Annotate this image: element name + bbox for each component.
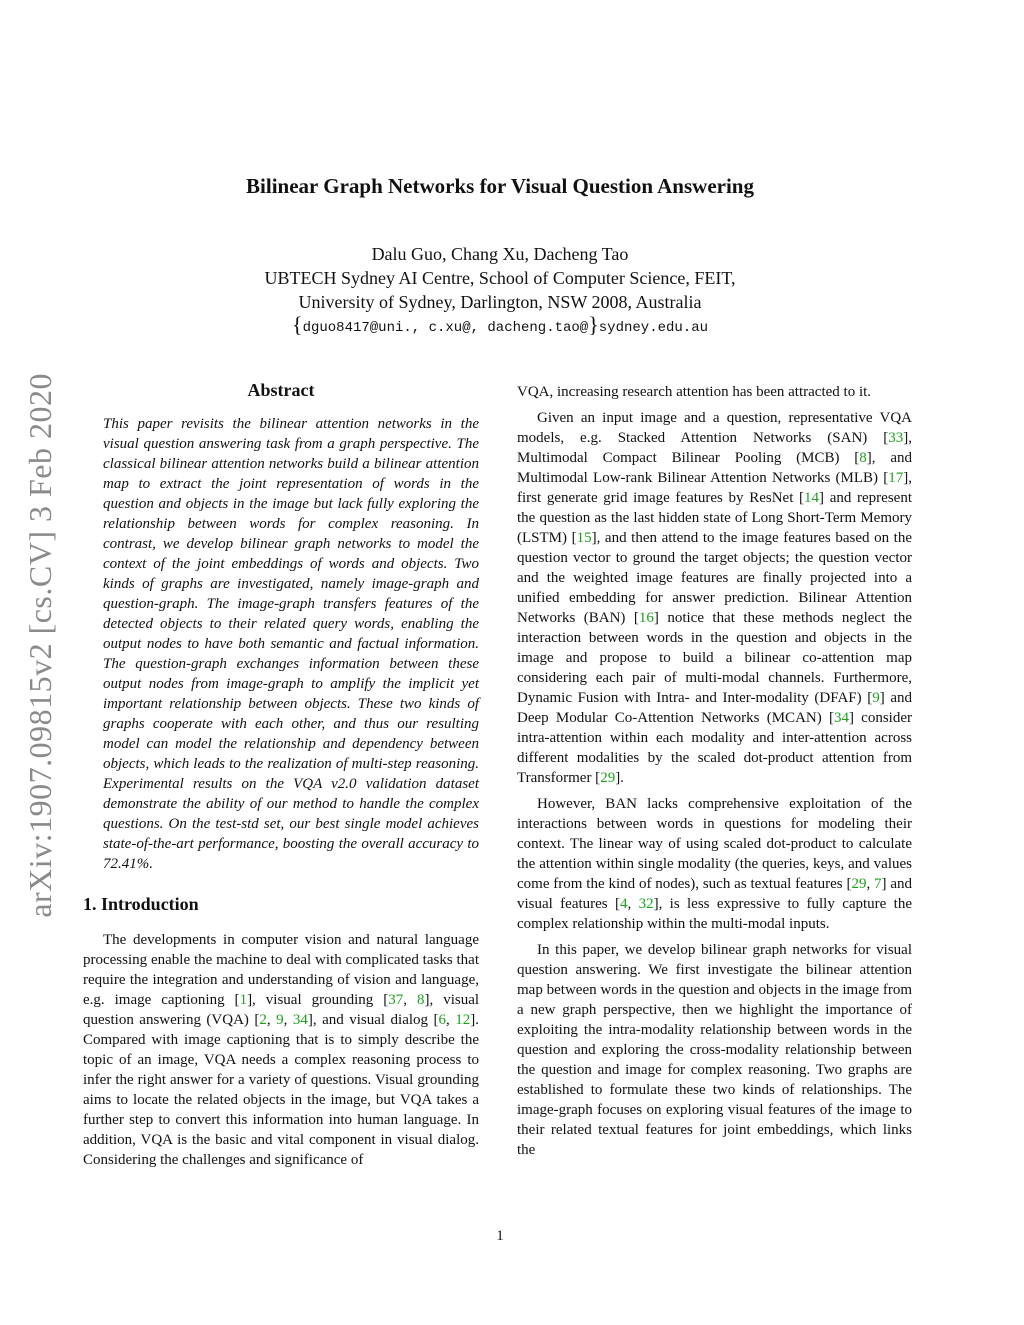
emails-domain: sydney.edu.au	[598, 320, 708, 336]
brace-open: {	[292, 312, 303, 337]
citation-link[interactable]: 34	[833, 710, 849, 726]
citation-link[interactable]: 14	[804, 490, 820, 506]
citation-link[interactable]: 17	[888, 470, 904, 486]
citation-link[interactable]: 9	[872, 690, 880, 706]
arxiv-identifier	[16, 360, 64, 930]
citation-link[interactable]: 7	[874, 876, 882, 892]
citation-link[interactable]: 8	[416, 992, 425, 1008]
left-column	[83, 380, 479, 1170]
citation-link[interactable]: 12	[455, 1012, 471, 1028]
arxiv-identifier-text: arXiv:1907.09815v2 [cs.CV] 3 Feb 2020	[21, 372, 58, 918]
intro-paragraph-1-continued: VQA, increasing research attention has been attracted to it.	[517, 384, 872, 400]
intro-paragraph-3: However, BAN lacks comprehensive exploitation of the interactions between words in questions for modeling their context. The linear way of using scaled dot-product to calculate the attention within single modality (the queries, keys, and values come from the kind of nodes), such as textual features [29, 7] and visual features [4, 32], is less expressive to fully capture the complex relationship within the multi-modal inputs.	[517, 796, 913, 932]
emails-prefix: dguo8417@uni., c.xu@, dacheng.tao@	[302, 320, 589, 336]
citation-link[interactable]: 6	[438, 1012, 447, 1028]
intro-paragraph-1: The developments in computer vision and natural language processing enable the machine to deal with complicated tasks that require the integration and understanding of vision and language, e.g. image captioning [1], visual grounding [37, 8], visual question answering (VQA) [2, 9, 34], and visual dialog [6, 12]. Compared with image captioning that is to simply describe the topic of an image, VQA needs a complex reasoning process to infer the right answer for a variety of questions. Visual grounding aims to locate the related objects in the image, but VQA takes a further step to convert this information into human language. In addition, VQA is the basic and vital component in visual dialog. Considering the challenges and significance of	[83, 932, 480, 1168]
citation-link[interactable]: 9	[276, 1012, 284, 1028]
citation-link[interactable]: 15	[576, 530, 592, 546]
citation-link[interactable]: 29	[600, 770, 616, 786]
affiliation-line-1: UBTECH Sydney AI Centre, School of Computer Science, FEIT,	[264, 268, 736, 288]
intro-paragraph-2: Given an input image and a question, representative VQA models, e.g. Stacked Attention Networks (SAN) [33], Multimodal Compact Bilinear Pooling (MCB) [8], and Multimodal Low-rank Bilinear Attention Networks (MLB) [17], first generate grid image features by ResNet [14] and represent the question as the last hidden state of Long Short-Term Memory (LSTM) [15], and then attend to the image features based on the question vector to ground the target objects; the question vector and the weighted image features are finally projected into a unified embedding for answer prediction. Bilinear Attention Networks (BAN) [16] notice that these methods neglect the interaction between words in the question and objects in the image and propose to build a bilinear co-attention map considering each pair of multi-modal channels. Furthermore, Dynamic Fusion with Intra- and Inter-modality (DFAF) [9] and Deep Modular Co-Attention Networks (MCAN) [34] consider intra-attention within each modality and inter-attention across different modalities by the scaled dot-product attention from Transformer [29].	[517, 410, 913, 786]
author-names: Dalu Guo, Chang Xu, Dacheng Tao	[371, 244, 629, 264]
citation-link[interactable]: 37	[388, 992, 404, 1008]
citation-link[interactable]: 4	[619, 896, 628, 912]
citation-link[interactable]: 16	[638, 610, 654, 626]
abstract-text: This paper revisits the bilinear attention networks in the visual question answering task from a graph perspective. The classical bilinear attention networks build a bilinear attention map to extract the joint representation of words in the question and objects in the image but lack fully exploring the relationship between words for complex reasoning. In contrast, we develop bilinear graph networks to model the context of the joint embeddings of words and objects. Two kinds of graphs are investigated, namely image-graph and question-graph. The image-graph transfers features of the detected objects to their related query words, enabling the output nodes to have both semantic and factual information. The question-graph exchanges information between these output nodes from image-graph to amplify the implicit yet important relationship between objects. These two kinds of graphs cooperate with each other, and thus our resulting model can model the relationship and dependency between objects, which leads to the realization of multi-step reasoning. Experimental results on the VQA v2.0 validation dataset demonstrate the ability of our method to handle the complex questions. On the test-std set, our best single model achieves state-of-the-art performance, boosting the overall accuracy to 72.41%.	[103, 416, 479, 872]
citation-link[interactable]: 33	[888, 430, 904, 446]
brace-close: }	[588, 312, 599, 337]
citation-link[interactable]: 29	[851, 876, 867, 892]
affiliation-line-2: University of Sydney, Darlington, NSW 2008, Australia	[298, 292, 702, 312]
page-number: 1	[496, 1228, 504, 1244]
author-emails	[0, 312, 1000, 338]
citation-link[interactable]: 34	[292, 1012, 308, 1028]
citation-link[interactable]: 32	[638, 896, 654, 912]
citation-link[interactable]: 8	[859, 450, 867, 466]
intro-paragraph-4: In this paper, we develop bilinear graph networks for visual question answering. We first investigate the bilinear attention map between words in the question and objects in the image from a new graph perspective, then we highlight the importance of exploiting the intra-modality relationship between words in the question and exploring the cross-modality relationship between the question and image for complex reasoning. Two graphs are established to formulate these two kinds of relationships. The image-graph focuses on exploring visual features of the image to their related textual features for joint embeddings, which links the	[517, 942, 912, 1158]
right-column	[517, 382, 912, 1160]
intro-heading: 1. Introduction	[83, 894, 199, 914]
author-block	[0, 242, 1000, 314]
abstract-heading: Abstract	[247, 380, 315, 400]
citation-link[interactable]: 2	[259, 1012, 267, 1028]
paper-title: Bilinear Graph Networks for Visual Question Answering	[246, 174, 754, 198]
citation-link[interactable]: 1	[239, 992, 248, 1008]
